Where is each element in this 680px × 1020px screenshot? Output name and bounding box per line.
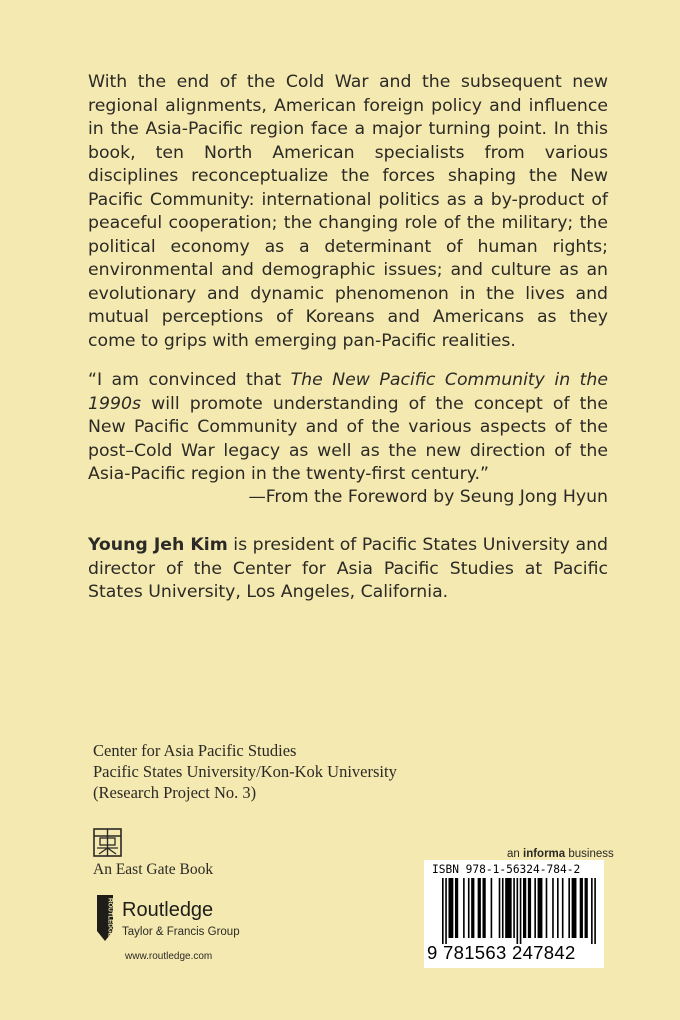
author-name: Young Jeh Kim [88,535,228,555]
barcode-bar [557,878,559,938]
author-bio [88,534,608,605]
informa-prefix: an [507,848,523,860]
barcode-bar [483,878,486,938]
barcode-bar [502,878,504,938]
barcode-digits: 9 781563 247842 [427,942,576,963]
barcode-bar [471,878,474,938]
barcode-bar [478,878,481,938]
isbn-label: ISBN 978-1-56324-784-2 [432,863,581,876]
barcode-bar [552,878,554,938]
barcode-bar [534,878,536,938]
barcode-bar [594,878,596,944]
barcode-bar [505,878,511,938]
imprint-label: An East Gate Book [93,861,214,878]
east-gate-logo-icon [93,828,122,857]
barcode-bar [513,878,515,938]
barcode-bar [499,878,501,938]
series-line-2: Pacific States University/Kon-Kok University [93,762,397,781]
barcode-bar [520,878,522,944]
barcode-bar [491,878,493,938]
informa-suffix: business [565,848,614,860]
routledge-emblem-icon [95,894,115,942]
blurb-text: With the end of the Cold War and the subsequent new regional alignments, American foreign policy and influence in the Asia-Pacific region face a major turning point. In this book, ten North American specialists from various disciplines reconceptualize the forces shaping the New Pacific Community: international politics as a by-product of peaceful cooperation; the changing role of the military; the political economy as a determinant of human rights; environmental and demographic issues; and culture as an evolutionary and dynamic phenomenon in the lives and mutual perceptions of Koreans and Americans as they come to grips with emerging pan-Pacific realities. [88,72,608,351]
barcode-bar [442,878,444,944]
isbn-barcode [424,860,604,968]
barcode-bar [517,878,519,944]
routledge-emblem-text: ROUTLEDGE [106,898,114,937]
barcode-bar [455,878,458,938]
quote-lead: “I am convinced that [88,370,291,390]
barcode-bar [445,878,447,944]
barcode-bar [528,878,531,938]
foreword-quote [88,369,608,487]
publisher-name: Routledge [122,899,214,921]
barcode-bar [580,878,583,938]
author-bio-text: is president of Pacific States University and director of the Center for Asia Pacific Studies at Pacific States University, Los Angeles, California. [88,535,608,602]
series-line-3: (Research Project No. 3) [93,783,257,802]
barcode-bar [568,878,570,938]
barcode-bar [463,878,465,938]
publisher-group: Taylor & Francis Group [122,926,240,938]
barcode-bar [572,878,577,938]
barcode-bar [468,878,470,938]
barcode-bars [428,878,600,944]
publisher-url: www.routledge.com [125,951,213,962]
informa-brand: informa [523,848,566,860]
barcode-bar [585,878,588,938]
barcode-bar [546,878,548,938]
quote-book-title: The New Pacific Community in the 1990s [88,370,608,414]
informa-business-tag [507,848,614,860]
barcode-bar [591,878,593,944]
barcode-bar [538,878,543,938]
barcode-bar [523,878,526,938]
barcode-bar [562,878,564,938]
quote-attribution: —From the Foreword by Seung Jong Hyun [248,487,608,507]
series-line-1: Center for Asia Pacific Studies [93,741,297,760]
quote-rest: will promote understanding of the concept of the New Pacific Community and of the various aspects of the post–Cold War legacy as well as the new direction of the Asia-Pacific region in the twenty-first century.” [88,393,608,484]
series-info [93,740,397,803]
barcode-bar [448,878,453,938]
